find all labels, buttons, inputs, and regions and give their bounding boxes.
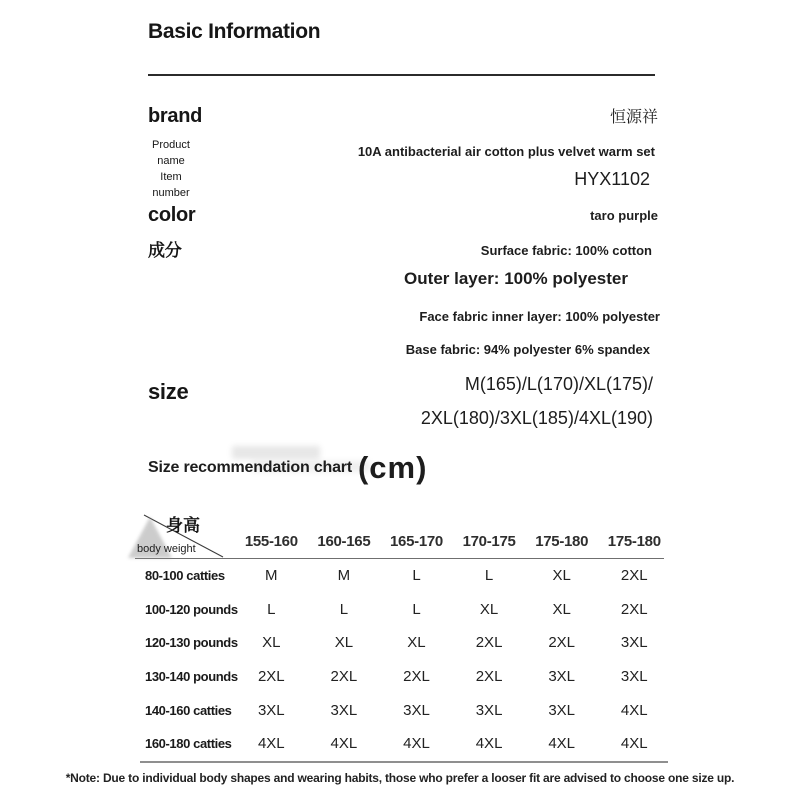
size-value-line-1: M(165)/L(170)/XL(175)/ [464,374,653,394]
size-cell: M [337,567,351,585]
size-cell: 3XL [330,701,358,719]
item-number-label: Item number [152,171,190,199]
size-cell: XL [552,567,571,585]
color-label: color [148,204,196,226]
column-header: 155-160 [244,533,298,550]
size-cell: 2XL [403,668,430,686]
row-label: 130-140 pounds [145,669,238,685]
size-chart-table [135,503,671,763]
composition-line-4: Base fabric: 94% polyester 6% spandex [405,342,650,357]
table-row [135,626,671,660]
composition-label: 成分 [148,241,182,260]
size-cell: 2XL [548,634,576,652]
size-cell: 4XL [620,735,648,753]
size-chart-header-row [135,503,671,558]
corner-cell [135,503,235,558]
size-cell: 2XL [475,634,503,652]
size-cell: 3XL [475,701,503,719]
size-cell: 3XL [620,634,648,652]
page-title: Basic Information [148,20,321,43]
size-cell: XL [552,600,571,618]
size-cell: 4XL [403,735,430,753]
table-row [135,727,671,761]
table-row [135,559,671,593]
column-header: 175-180 [535,533,589,550]
product-name-value: 10A antibacterial air cotton plus velvet warm set [357,144,655,159]
row-label: 160-180 catties [145,736,232,752]
row-label: 120-130 pounds [145,635,238,651]
column-header: 165-170 [390,533,443,550]
composition-line-3: Face fabric inner layer: 100% polyester [419,309,660,324]
size-cell: 2XL [620,567,648,585]
weight-corner-label: body weight [137,543,196,555]
size-cell: 4XL [330,735,358,753]
size-cell: 3XL [257,701,285,719]
size-cell: L [339,600,349,618]
title-divider [148,74,655,76]
row-label: 80-100 catties [145,568,225,584]
size-cell: 4XL [548,735,576,753]
size-cell: L [412,600,421,618]
footnote-text: *Note: Due to individual body shapes and wearing habits, those who prefer a looser fit are advised to choose one size up. [65,771,735,785]
size-cell: 3XL [620,668,648,686]
size-cell: 2XL [475,668,503,686]
size-cell: XL [334,634,354,652]
color-value: taro purple [590,208,658,223]
size-label: size [148,379,189,404]
table-bottom-divider [140,761,668,763]
size-cell: 3XL [403,701,430,719]
size-cell: 4XL [620,701,648,719]
product-name-label: Product name [152,139,190,167]
size-cell: XL [262,634,281,652]
composition-line-1: Surface fabric: 100% cotton [480,243,652,258]
column-header: 175-180 [607,533,661,550]
size-cell: 4XL [257,735,285,753]
column-header: 160-165 [317,533,371,550]
size-cell: 3XL [548,668,576,686]
size-cell: L [267,600,276,618]
size-cell: XL [407,634,426,652]
size-chart-unit: (cm) [357,450,428,485]
table-row [135,660,671,694]
height-corner-label: 身高 [166,516,200,535]
size-cell: 2XL [330,668,358,686]
table-row [135,693,671,727]
row-label: 100-120 pounds [145,601,238,617]
row-label: 140-160 catties [145,702,232,718]
size-cell: M [265,567,278,585]
size-chart-heading-text: Size recommendation chart [148,459,352,476]
size-cell: 2XL [620,600,648,618]
item-number-value: HYX1102 [574,169,650,189]
size-cell: L [484,567,494,585]
size-cell: 4XL [475,735,503,753]
size-chart-heading [148,450,427,486]
size-cell: 3XL [548,701,576,719]
size-value-line-2: 2XL(180)/3XL(185)/4XL(190) [420,408,653,428]
size-cell: XL [479,600,499,618]
brand-value: 恒源祥 [609,109,658,126]
table-row [135,593,671,627]
composition-line-2: Outer layer: 100% polyester [404,269,628,288]
column-header: 170-175 [462,533,516,550]
size-cell: L [412,567,421,585]
size-cell: 2XL [257,668,285,686]
brand-label: brand [148,105,203,127]
